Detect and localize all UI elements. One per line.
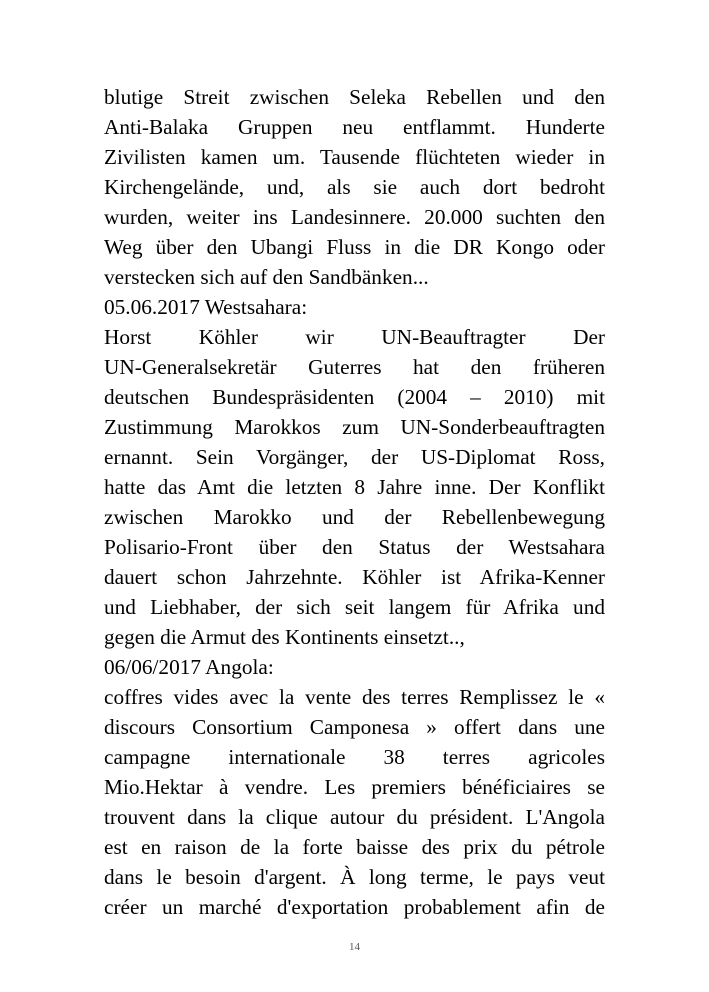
text-line: coffres vides avec la vente des terres Remplissez le «: [104, 685, 605, 709]
section-heading-angola: 06/06/2017 Angola:: [104, 655, 274, 679]
text-line: Anti-Balaka Gruppen neu entflammt. Hunderte: [104, 115, 605, 139]
text-line: deutschen Bundespräsidenten (2004 – 2010) mit: [104, 385, 605, 409]
document-body: [104, 82, 605, 922]
text-line: UN-Generalsekretär Guterres hat den früheren: [104, 355, 605, 379]
text-line: dauert schon Jahrzehnte. Köhler ist Afrika-Kenner: [104, 565, 605, 589]
text-line: Kirchengelände, und, als sie auch dort bedroht: [104, 175, 605, 199]
text-line: campagne internationale 38 terres agricoles: [104, 745, 605, 769]
text-line: hatte das Amt die letzten 8 Jahre inne. Der Konflikt: [104, 475, 605, 499]
text-line: créer un marché d'exportation probablement afin de: [104, 895, 605, 919]
text-line: zwischen Marokko und der Rebellenbewegung: [104, 505, 605, 529]
text-line: dans le besoin d'argent. À long terme, le pays veut: [104, 865, 605, 889]
text-line: Mio.Hektar à vendre. Les premiers bénéficiaires se: [104, 775, 605, 799]
text-line: est en raison de la forte baisse des prix du pétrole: [104, 835, 605, 859]
text-line: Horst Köhler wir UN-Beauftragter Der: [104, 325, 605, 349]
text-line: Polisario-Front über den Status der Westsahara: [104, 535, 605, 559]
text-line: Zustimmung Marokkos zum UN-Sonderbeauftragten: [104, 415, 605, 439]
text-line: discours Consortium Camponesa » offert dans une: [104, 715, 605, 739]
text-line: blutige Streit zwischen Seleka Rebellen und den: [104, 85, 605, 109]
text-line: trouvent dans la clique autour du président. L'Angola: [104, 805, 605, 829]
text-line: wurden, weiter ins Landesinnere. 20.000 suchten den: [104, 205, 605, 229]
text-line: Weg über den Ubangi Fluss in die DR Kongo oder: [104, 235, 605, 259]
text-line: und Liebhaber, der sich seit langem für Afrika und: [104, 595, 605, 619]
text-line: ernannt. Sein Vorgänger, der US-Diplomat Ross,: [104, 445, 605, 469]
section-heading-westsahara: 05.06.2017 Westsahara:: [104, 295, 308, 319]
page-number: 14: [349, 941, 360, 953]
text-line: verstecken sich auf den Sandbänken...: [104, 265, 429, 289]
text-line: Zivilisten kamen um. Tausende flüchteten wieder in: [104, 145, 605, 169]
text-line: gegen die Armut des Kontinents einsetzt..,: [104, 625, 465, 649]
